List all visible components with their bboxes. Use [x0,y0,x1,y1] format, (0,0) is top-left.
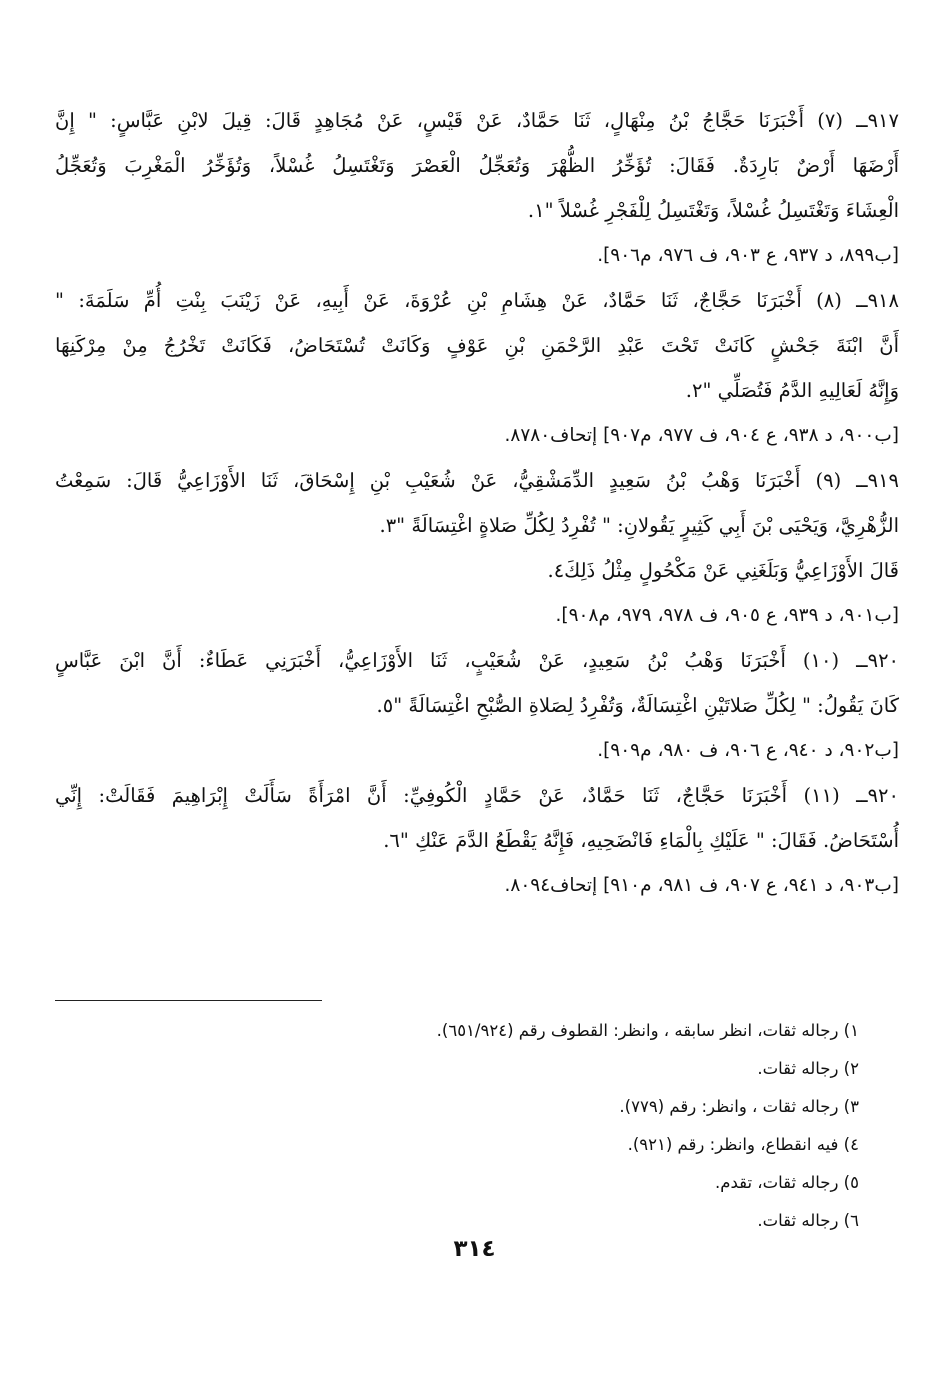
footnote-5: ٥) رجاله ثقات، تقدم. [714,1173,859,1192]
hadith-919-line-1: ٩١٩ــ (٩) أَخْبَرَنَا وَهْبُ بْنُ سَعِيدٍ الدِّمَشْقِيُّ، عَنْ شُعَيْبِ بْنِ إِسْحَاقَ، ثَنَا الأَوْزَاعِيُّ قَالَ: سَمِعْتُ [55,469,899,492]
hadith-918-line-3: وَإِنَّهُ لَعَالِيهِ الدَّمُ فَتُصَلِّي "٢. [685,379,899,402]
hadith-919-references: [ب٩٠١، د ٩٣٩، ع ٩٠٥، ف ٩٧٨، ٩٧٩، م٩٠٨]. [555,605,899,626]
footnote-1: ١) رجاله ثقات، انظر سابقه ، وانظر: القطوف رقم (٦٥١/٩٢٤). [436,1021,859,1040]
page-number: ٣١٤ [453,1236,496,1262]
hadith-918-references: [ب٩٠٠، د ٩٣٨، ع ٩٠٤، ف ٩٧٧، م٩٠٧] إتحاف٨٧٨٠. [504,425,899,446]
main-text [55,98,899,908]
hadith-921-references: [ب٩٠٣، د ٩٤١، ع ٩٠٧، ف ٩٨١، م٩١٠] إتحاف٨٠٩٤. [504,875,899,896]
footnote-6: ٦) رجاله ثقات. [757,1211,859,1230]
footnote-3: ٣) رجاله ثقات ، وانظر: رقم (٧٧٩). [619,1097,859,1116]
hadith-917-line-3: الْعِشَاءَ وَتَغْتَسِلُ غُسْلاً، وَتَغْتَسِلُ لِلْفَجْرِ غُسْلاً "١. [527,199,899,222]
hadith-917-line-1: ٩١٧ــ (٧) أَخْبَرَنَا حَجَّاجُ بْنُ مِنْهَالٍ، ثَنَا حَمَّادٌ، عَنْ قَيْسٍ، عَنْ مُجَاهِدٍ قَالَ: قِيلَ لابْنِ عَبَّاسٍ: " إِنَّ [55,109,899,132]
hadith-920-references: [ب٩٠٢، د ٩٤٠، ع ٩٠٦، ف ٩٨٠، م٩٠٩]. [597,740,899,761]
hadith-918-line-1: ٩١٨ــ (٨) أَخْبَرَنَا حَجَّاجٌ، ثَنَا حَمَّادٌ، عَنْ هِشَامِ بْنِ عُرْوَةَ، عَنْ أَبِيهِ، عَنْ زَيْنَبَ بِنْتِ أُمِّ سَلَمَةَ: " [55,289,899,312]
hadith-921-line-2: أُسْتَحَاضُ. فَقَالَ: " عَلَيْكِ بِالْمَاءِ فَانْضَحِيهِ، فَإِنَّهُ يَقْطَعُ الدَّمَ عَنْكِ "٦. [383,829,899,852]
hadith-918-line-2: أَنَّ ابْنَةَ جَحْشٍ كَانَتْ تَحْتَ عَبْدِ الرَّحْمَنِ بْنِ عَوْفٍ وَكَانَتْ تُسْتَحَاضُ، فَكَانَتْ تَخْرُجُ مِنْ مِرْكَنِهَا [55,334,899,357]
hadith-917-line-2: أَرْضَهَا أَرْضٌ بَارِدَةٌ. فَقَالَ: تُؤَخِّرُ الظُّهْرَ وَتُعَجِّلُ الْعَصْرَ وَتَغْتَسِلُ غُسْلاً، وَتُؤَخِّرُ الْمَغْرِبَ وَتُعَجِّلُ [55,154,899,177]
hadith-919-line-3: قَالَ الأَوْزَاعِيُّ وَبَلَغَنِي عَنْ مَكْحُولٍ مِثْلُ ذَلِكَ٤. [547,559,899,582]
hadith-917-references: [ب٨٩٩، د ٩٣٧، ع ٩٠٣، ف ٩٧٦، م٩٠٦]. [597,245,899,266]
hadith-919-line-2: الزُّهْرِيَّ، وَيَحْيَى بْنَ أَبِي كَثِيرٍ يَقُولانِ: " تُفْرِدُ لِكُلِّ صَلاةٍ اغْتِسَالَةً "٣. [379,514,899,537]
hadith-920-line-2: كَانَ يَقُولُ: " لِكُلِّ صَلاتَيْنِ اغْتِسَالَةٌ، وَتُفْرِدُ لِصَلاةِ الصُّبْحِ اغْتِسَالَةً "٥. [376,694,899,717]
hadith-920-line-1: ٩٢٠ــ (١٠) أَخْبَرَنَا وَهْبُ بْنُ سَعِيدٍ، عَنْ شُعَيْبٍ، ثَنَا الأَوْزَاعِيُّ، أَخْبَرَنِي عَطَاءٌ: أَنَّ ابْنَ عَبَّاسٍ [55,649,899,672]
hadith-921-line-1: ٩٢٠ــ (١١) أَخْبَرَنَا حَجَّاجٌ، ثَنَا حَمَّادٌ، عَنْ حَمَّادٍ الْكُوفِيِّ: أَنَّ امْرَأَةً سَأَلَتْ إِبْرَاهِيمَ فَقَالَتْ: إِنِّي [55,784,899,807]
footnote-separator [55,1000,322,1001]
footnotes [90,1012,859,1240]
footnote-4: ٤) فيه انقطاع، وانظر: رقم (٩٢١). [627,1135,859,1154]
footnote-2: ٢) رجاله ثقات. [757,1059,859,1078]
